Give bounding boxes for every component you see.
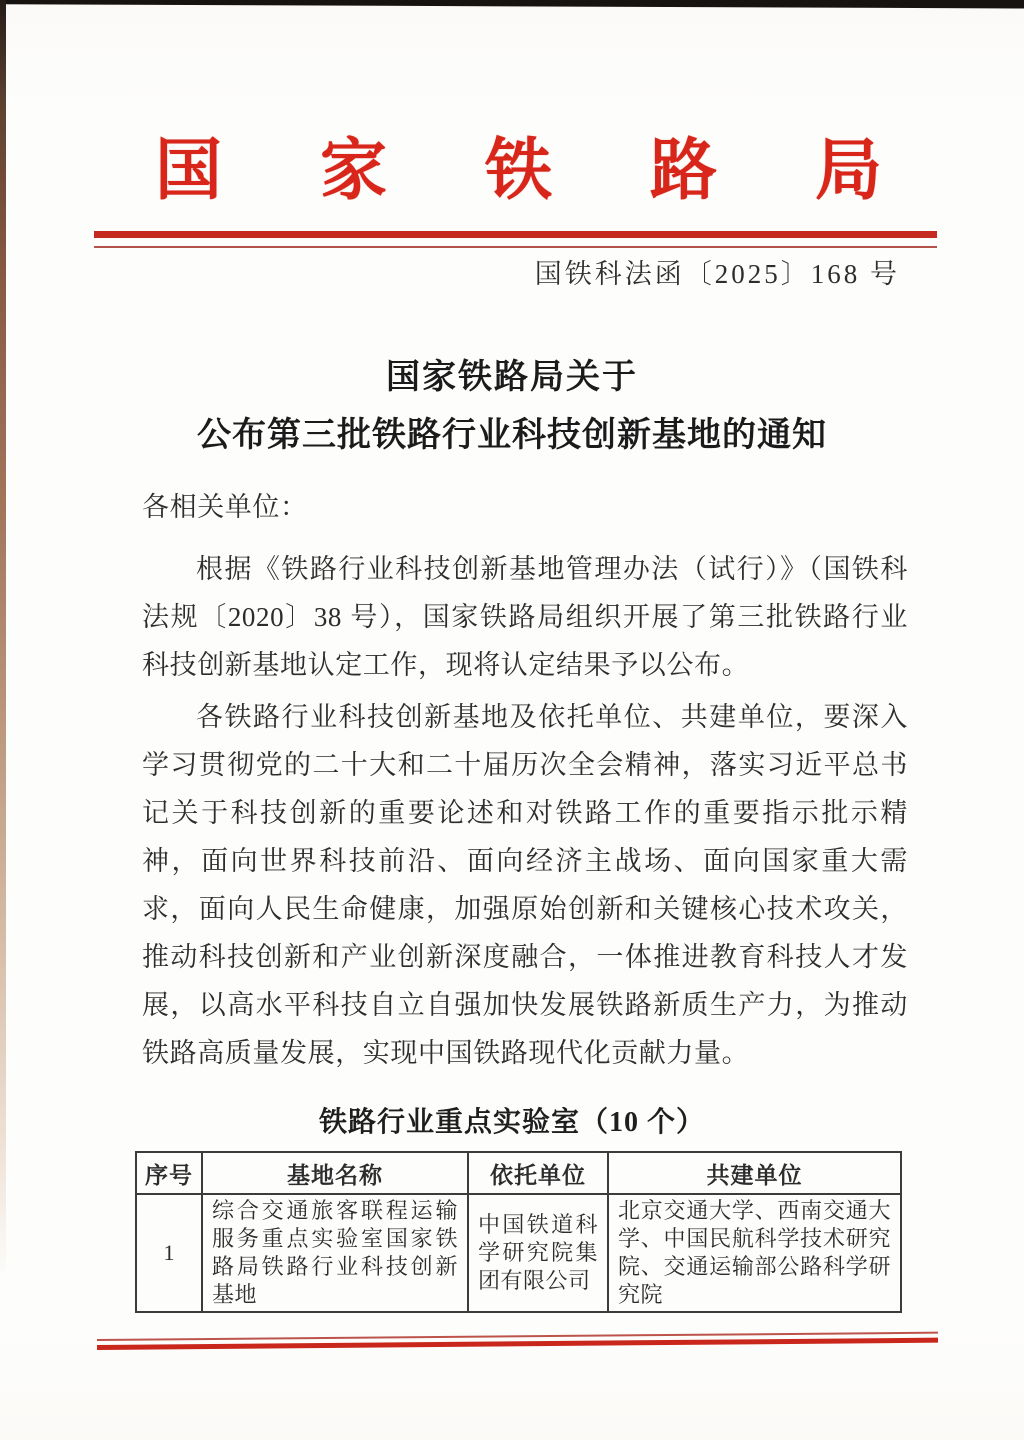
- key-labs-table: [135, 1151, 902, 1313]
- notice-title-line2: 公布第三批铁路行业科技创新基地的通知: [197, 417, 827, 454]
- table-row: [136, 1194, 901, 1312]
- col-header-no: 序号: [136, 1152, 202, 1194]
- paragraph-requirements: 各铁路行业科技创新基地及依托单位、共建单位，要深入学习贯彻党的二十大和二十届历次全会精神，落实习近平总书记关于科技创新的重要论述和对铁路工作的重要指示批示精神，面向世界科技前沿、面向经济主战场、面向国家重大需求，面向人民生命健康，加强原始创新和关键核心技术攻关，推动科技创新和产业创新深度融合，一体推进教育科技人才发展，以高水平科技自立自强加快发展铁路新质生产力，为推动铁路高质量发展，实现中国铁路现代化贡献力量。: [142, 702, 908, 1068]
- rule-gap: [94, 238, 937, 246]
- col-header-host-unit: 依托单位: [468, 1152, 608, 1194]
- col-header-base-name: 基地名称: [202, 1152, 468, 1194]
- cell-partner-units: 北京交通大学、西南交通大学、中国民航科学技术研究院、交通运输部公路科学研究院: [608, 1194, 901, 1312]
- rule-thin-line: [94, 246, 937, 248]
- notice-body: [142, 483, 908, 1077]
- scan-top-edge-artifact: [0, 0, 1024, 10]
- agency-char: 路: [650, 134, 717, 208]
- agency-char: 局: [815, 134, 882, 208]
- rule-thick-line: [94, 231, 937, 238]
- paragraph-basis: 根据《铁路行业科技创新基地管理办法（试行）》（国铁科法规〔2020〕38 号），国家铁路局组织开展了第三批铁路行业科技创新基地认定工作，现将认定结果予以公布。: [142, 554, 908, 680]
- agency-masthead: [155, 136, 882, 206]
- masthead-divider-rule: [94, 231, 937, 248]
- notice-title-line1: 国家铁路局关于: [386, 359, 638, 396]
- footer-divider-rule: [97, 1332, 938, 1350]
- cell-host-unit: 中国铁道科学研究院集团有限公司: [468, 1194, 608, 1312]
- table-caption: 铁路行业重点实验室（10 个）: [318, 1107, 705, 1138]
- agency-char: 国: [155, 134, 222, 208]
- scan-left-edge-artifact: [0, 0, 6, 1280]
- document-number: 国铁科法函〔2025〕168 号: [534, 259, 900, 289]
- table-header-row: [136, 1152, 901, 1194]
- salutation: 各相关单位：: [142, 492, 308, 522]
- col-header-partner-units: 共建单位: [608, 1152, 901, 1194]
- agency-char: 铁: [485, 134, 552, 208]
- cell-row-number: 1: [136, 1194, 202, 1312]
- agency-char: 家: [320, 134, 387, 208]
- cell-base-name: 综合交通旅客联程运输服务重点实验室国家铁路局铁路行业科技创新基地: [202, 1194, 468, 1312]
